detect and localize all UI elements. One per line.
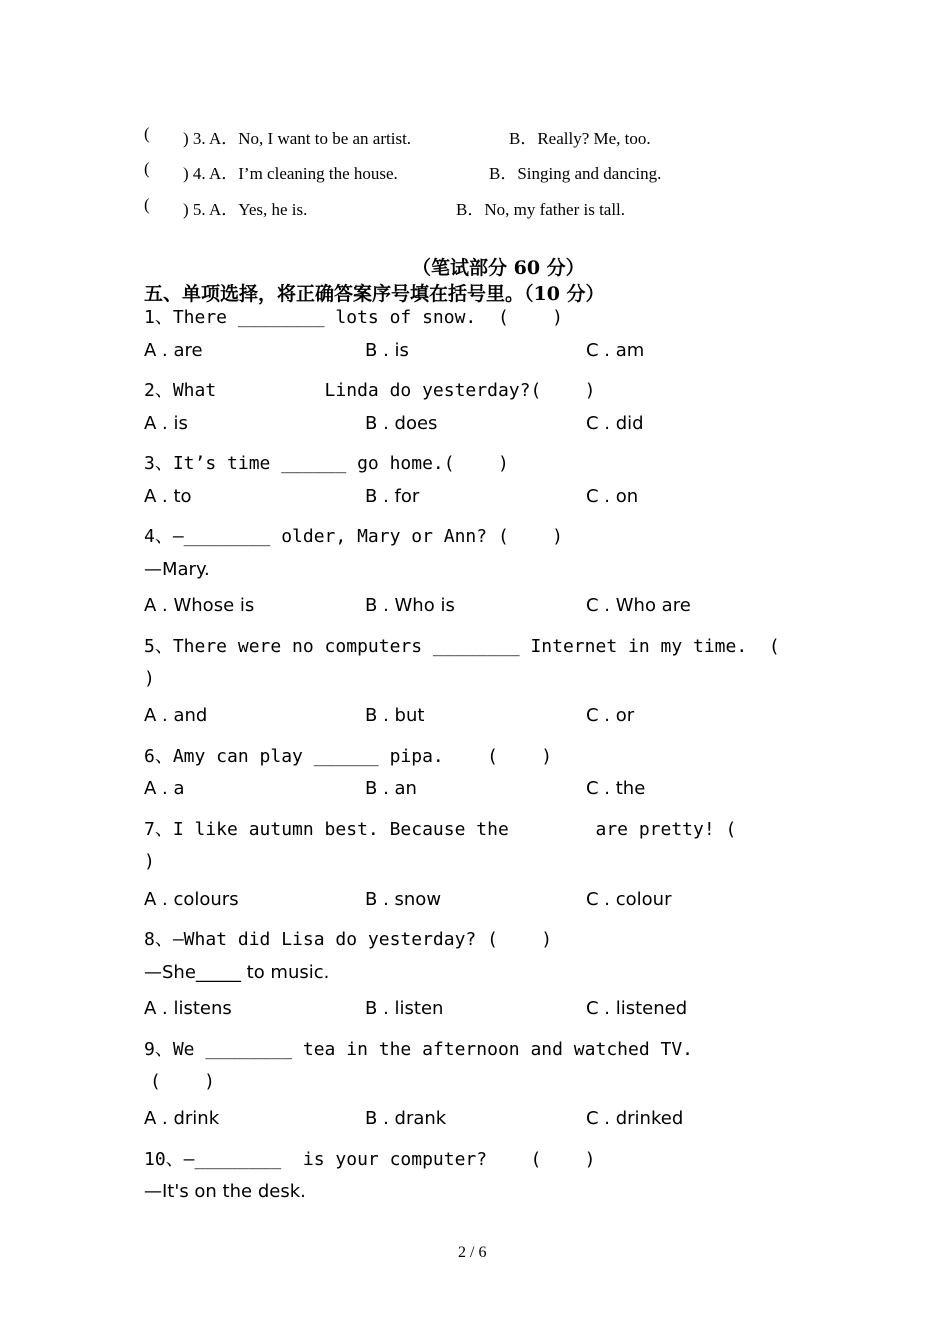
option-b: B . listen — [365, 998, 444, 1019]
option-b: B . does — [365, 413, 438, 434]
listening-option-a: ) 5. A．Yes, he is. — [183, 200, 308, 219]
option-b: B . Who is — [365, 595, 455, 616]
listening-option-b: B．Really? Me, too. — [509, 129, 651, 148]
option-b: B . is — [365, 340, 409, 361]
option-b: B . an — [365, 778, 417, 799]
option-b: B . drank — [365, 1108, 447, 1129]
option-a: A . is — [144, 413, 188, 434]
option-a: A . to — [144, 486, 192, 507]
option-c: C . or — [586, 705, 635, 726]
option-c: C . did — [586, 413, 644, 434]
answer-paren: ( — [144, 195, 150, 214]
listening-option-a: ) 3. A．No, I want to be an artist. — [183, 129, 412, 148]
question-5: 5、There were no computers ________ Internet in my time. ( — [144, 636, 780, 657]
answer-line: —It's on the desk. — [144, 1181, 306, 1202]
question-8: 8、—What did Lisa do yesterday? ( ) — [144, 929, 553, 950]
question-4: 4、—________ older, Mary or Ann? ( ) — [144, 526, 563, 547]
answer-paren: ( — [144, 159, 150, 178]
option-c: C . on — [586, 486, 639, 507]
listening-option-b: B．Singing and dancing. — [489, 164, 662, 183]
answer-paren: ( — [144, 124, 150, 143]
option-c: C . Who are — [586, 595, 691, 616]
page-number: 2 / 6 — [458, 1244, 487, 1261]
option-b: B . but — [365, 705, 425, 726]
option-b: B . snow — [365, 889, 442, 910]
option-a: A . Whose is — [144, 595, 255, 616]
question-9-paren: ( ) — [150, 1071, 216, 1092]
answer-line: —She_____ to music. — [144, 962, 330, 983]
option-c: C . am — [586, 340, 645, 361]
question-5-paren: ) — [144, 668, 155, 689]
question-2: 2、What Linda do yesterday?( ) — [144, 380, 596, 401]
option-a: A . listens — [144, 998, 232, 1019]
option-a: A . a — [144, 778, 185, 799]
option-a: A . colours — [144, 889, 239, 910]
question-3: 3、It’s time ______ go home.( ) — [144, 453, 509, 474]
question-7: 7、I like autumn best. Because the are pretty! ( — [144, 819, 737, 840]
option-a: A . drink — [144, 1108, 220, 1129]
option-c: C . listened — [586, 998, 688, 1019]
option-c: C . the — [586, 778, 646, 799]
option-c: C . colour — [586, 889, 672, 910]
option-a: A . and — [144, 705, 208, 726]
listening-option-b: B．No, my father is tall. — [456, 200, 626, 219]
question-9: 9、We ________ tea in the afternoon and watched TV. — [144, 1039, 694, 1060]
question-7-paren: ) — [144, 851, 155, 872]
section-title: 五、单项选择，将正确答案序号填在括号里。（10 分） — [144, 283, 605, 305]
listening-option-a: ) 4. A．I’m cleaning the house. — [183, 164, 398, 183]
question-6: 6、Amy can play ______ pipa. ( ) — [144, 746, 553, 767]
section-header: （笔试部分 60 分） — [412, 257, 585, 279]
answer-line: —Mary. — [144, 559, 210, 580]
option-a: A . are — [144, 340, 203, 361]
option-b: B . for — [365, 486, 420, 507]
question-10: 10、—________ is your computer? ( ) — [144, 1149, 596, 1170]
question-1: 1、There ________ lots of snow. ( ) — [144, 307, 563, 328]
option-c: C . drinked — [586, 1108, 684, 1129]
